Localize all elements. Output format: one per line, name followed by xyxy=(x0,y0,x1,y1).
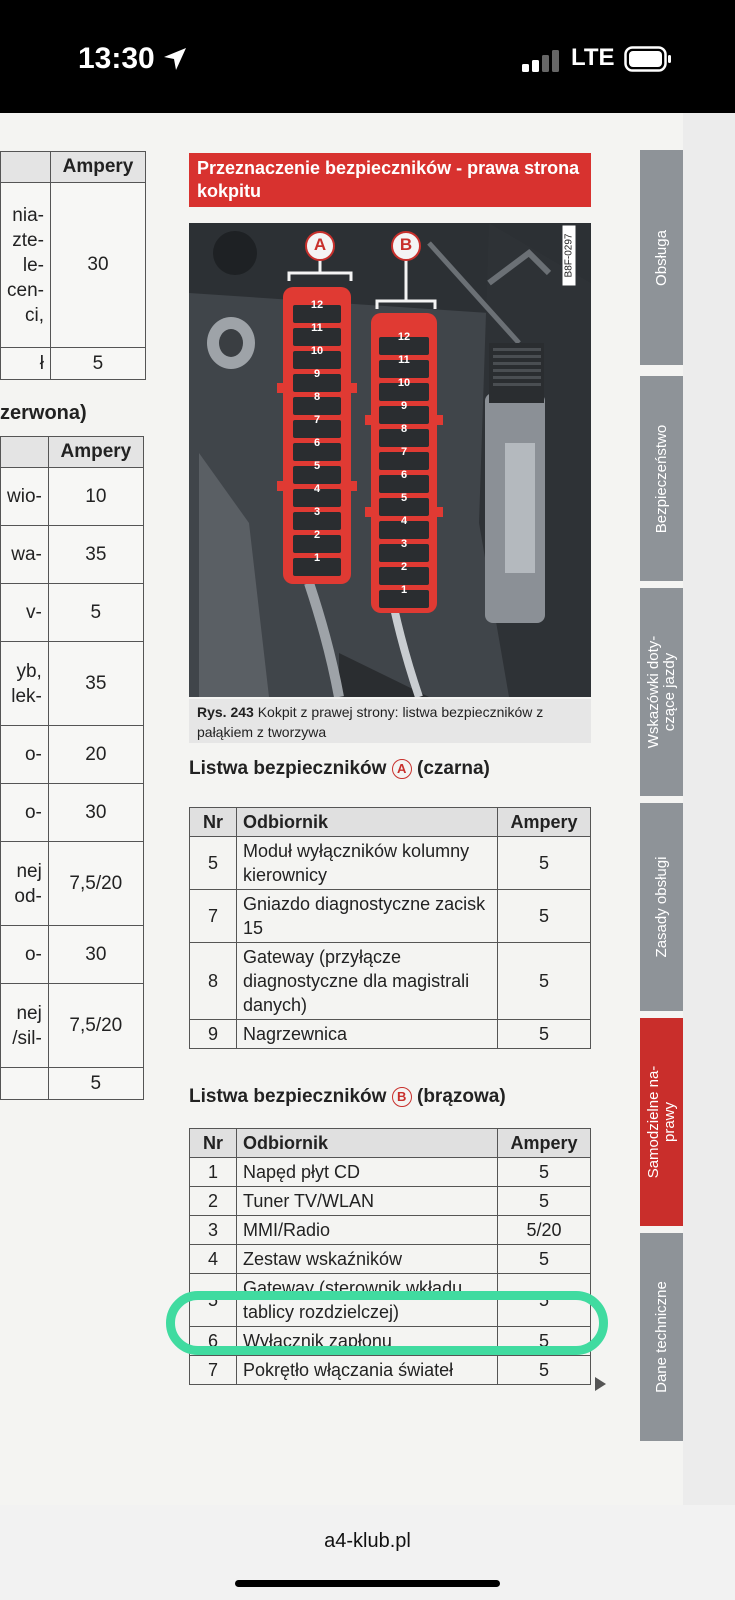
left-table-row xyxy=(1,183,146,348)
fuse-cell-receiver: Tuner TV/WLAN xyxy=(237,1187,498,1216)
left-table-line: od- xyxy=(14,885,42,907)
left-table-amp: 35 xyxy=(48,526,143,584)
fuse-cell-nr: 1 xyxy=(190,1158,237,1187)
url-text[interactable]: a4-klub.pl xyxy=(324,1530,411,1552)
left-table-amp: 20 xyxy=(48,726,143,784)
fuse-table-row xyxy=(190,1216,591,1245)
fuse-cell-receiver: Gateway (sterownik wkładu tablicy rozdzielczej) xyxy=(237,1274,498,1327)
left-table-amp: 10 xyxy=(48,468,143,526)
fuse-slot-number: 1 xyxy=(313,552,321,564)
left-table-cell-text xyxy=(1,642,49,726)
left-table-cell-text xyxy=(1,726,49,784)
left-table-cell-text xyxy=(1,842,49,926)
section-title: Przeznaczenie bezpieczników - prawa strona kokpitu xyxy=(189,153,591,207)
fuse-cell-nr: 6 xyxy=(190,1327,237,1356)
strip-b-title-suffix: (brązowa) xyxy=(417,1086,506,1107)
fuse-box-photo xyxy=(189,223,591,697)
header-amp: Ampery xyxy=(498,808,591,837)
left-partial-table-2 xyxy=(0,436,144,1100)
fuse-cell-receiver: Nagrzewnica xyxy=(237,1020,498,1049)
left-table-row xyxy=(1,526,144,584)
left-table-line: le- xyxy=(22,254,44,276)
left-table-line: nej xyxy=(16,1002,42,1024)
left-table-line: o- xyxy=(24,944,42,965)
left-table-row xyxy=(1,584,144,642)
fuse-cell-nr: 5 xyxy=(190,1274,237,1327)
left-table-line: nej xyxy=(16,860,42,882)
left-table-row xyxy=(1,926,144,984)
left-table-cell-text xyxy=(1,984,49,1068)
left-table-line: wa- xyxy=(11,544,42,565)
left-table-row xyxy=(1,348,146,380)
side-tab-label: Wskazówki doty- czące jazdy xyxy=(644,635,678,749)
fuse-cell-amp: 5 xyxy=(498,837,591,890)
fuse-slot-number: 4 xyxy=(400,515,408,527)
left-table-cell xyxy=(1,437,49,468)
left-table-line: ł xyxy=(39,353,44,374)
fuse-cell-nr: 7 xyxy=(190,1356,237,1385)
figure-label-b: B xyxy=(399,235,413,254)
fuse-slot-number: 7 xyxy=(313,414,321,426)
side-tab[interactable] xyxy=(640,150,683,365)
side-tab-label: Bezpieczeństwo xyxy=(652,424,670,533)
browser-bottom-bar xyxy=(0,1505,735,1600)
left-table-cell-text xyxy=(1,183,51,348)
left-table-cell-text xyxy=(1,926,49,984)
fuse-cell-receiver: MMI/Radio xyxy=(237,1216,498,1245)
location-arrow-icon xyxy=(162,46,188,72)
side-tab-label: Zasady obsługi xyxy=(652,856,670,958)
left-table-header-amp: Ampery xyxy=(48,437,143,468)
header-amp: Ampery xyxy=(498,1129,591,1158)
left-table-row xyxy=(1,984,144,1068)
left-table-line: wio- xyxy=(7,486,42,507)
left-table-cell-text xyxy=(1,584,49,642)
left-table-amp: 35 xyxy=(48,642,143,726)
left-table-amp: 5 xyxy=(48,1068,143,1100)
left-table-amp: 30 xyxy=(48,926,143,984)
fuse-cell-nr: 5 xyxy=(190,837,237,890)
cellular-signal-icon xyxy=(522,50,562,72)
fuse-cell-receiver: Gateway (przyłącze diagnostyczne dla magistrali danych) xyxy=(237,943,498,1020)
left-table-row xyxy=(1,842,144,926)
fuse-cell-receiver: Gniazdo diagnostyczne zacisk 15 xyxy=(237,890,498,943)
left-table-line: /sil- xyxy=(12,1027,42,1049)
fuse-slot-number: 11 xyxy=(398,354,410,366)
left-table-line: zte- xyxy=(12,229,44,251)
strip-a-letter: A xyxy=(392,759,412,779)
left-partial-table-1 xyxy=(0,151,146,380)
side-tab[interactable] xyxy=(640,1233,683,1441)
fuse-cell-nr: 3 xyxy=(190,1216,237,1245)
green-highlight-annotation xyxy=(166,1291,608,1355)
strip-a-title-suffix: (czarna) xyxy=(417,758,490,779)
home-indicator[interactable] xyxy=(235,1580,500,1587)
battery-icon xyxy=(624,46,672,72)
left-table-row xyxy=(1,468,144,526)
side-tab[interactable] xyxy=(640,803,683,1011)
left-table-row xyxy=(1,1068,144,1100)
left-table-line: ci, xyxy=(24,304,44,326)
side-tab-label: Samodzielne na- prawy xyxy=(644,1065,678,1179)
fuse-table-row xyxy=(190,1187,591,1216)
left-table-line: o- xyxy=(24,802,42,823)
figure-label-a: A xyxy=(313,235,327,254)
fuse-table-row xyxy=(190,1245,591,1274)
left-table-row xyxy=(1,784,144,842)
fuse-cell-receiver: Pokrętło włączania świateł xyxy=(237,1356,498,1385)
side-tab-label: Obsługa xyxy=(652,229,670,286)
network-type: LTE xyxy=(571,44,615,71)
caption-text: Kokpit z prawej strony: listwa bezpieczników z pałąkiem z tworzywa xyxy=(197,704,544,740)
fuse-slot-number: 2 xyxy=(400,561,408,573)
fuse-slot-number: 4 xyxy=(313,483,321,495)
left-table-cell-text xyxy=(1,526,49,584)
fuse-slot-number: 10 xyxy=(310,345,324,357)
strip-b-letter: B xyxy=(392,1087,412,1107)
status-time: 13:30 xyxy=(78,42,155,75)
fuse-cell-nr: 4 xyxy=(190,1245,237,1274)
fuse-cell-amp: 5 xyxy=(498,1020,591,1049)
fuse-cell-nr: 8 xyxy=(190,943,237,1020)
fuse-slot-number: 12 xyxy=(310,299,324,311)
fuse-cell-amp: 5 xyxy=(498,1158,591,1187)
next-page-arrow-icon xyxy=(595,1377,606,1391)
strip-a-title xyxy=(189,758,490,780)
left-table-amp: 30 xyxy=(50,183,145,348)
fuse-table-row xyxy=(190,1020,591,1049)
strip-b-title xyxy=(189,1086,506,1108)
left-table-amp: 7,5/20 xyxy=(48,842,143,926)
fuse-cell-amp: 5 xyxy=(498,1327,591,1356)
manual-page[interactable] xyxy=(0,113,735,1505)
left-table-line: lek- xyxy=(11,685,42,707)
left-table-header-amp: Ampery xyxy=(50,152,145,183)
fuse-slot-number: 8 xyxy=(313,391,321,403)
fuse-table-row xyxy=(190,837,591,890)
fuse-cell-receiver: Wyłącznik zapłonu xyxy=(237,1327,498,1356)
left-table-line: o- xyxy=(24,744,42,765)
fuse-slot-number: 2 xyxy=(313,529,321,541)
left-table-line: v- xyxy=(26,602,42,623)
caption-figure-number: Rys. 243 xyxy=(197,704,254,720)
fuse-table-row xyxy=(190,1356,591,1385)
left-table-amp: 7,5/20 xyxy=(48,984,143,1068)
left-table-amp: 5 xyxy=(48,584,143,642)
fuse-box-illustration xyxy=(189,223,591,697)
fuse-slot-number: 6 xyxy=(313,437,321,449)
header-receiver: Odbiornik xyxy=(237,808,498,837)
fuse-cell-amp: 5 xyxy=(498,1245,591,1274)
left-table-row xyxy=(1,642,144,726)
side-tab-label: Dane techniczne xyxy=(652,1281,670,1393)
fuse-table-row xyxy=(190,1158,591,1187)
fuse-slot-number: 7 xyxy=(400,446,408,458)
fuse-cell-amp: 5 xyxy=(498,1187,591,1216)
fuse-cell-amp: 5 xyxy=(498,890,591,943)
side-tab[interactable] xyxy=(640,1018,683,1226)
fuse-slot-number: 8 xyxy=(400,423,408,435)
header-nr: Nr xyxy=(190,808,237,837)
left-table-line: cen- xyxy=(7,279,44,301)
fuse-cell-nr: 2 xyxy=(190,1187,237,1216)
left-table-cell-text xyxy=(1,784,49,842)
fuse-cell-nr: 9 xyxy=(190,1020,237,1049)
fuse-slot-number: 9 xyxy=(313,368,321,380)
fuse-slot-number: 9 xyxy=(400,400,408,412)
fuse-cell-amp: 5 xyxy=(498,1274,591,1327)
side-tab[interactable] xyxy=(640,376,683,581)
fuse-slot-number: 3 xyxy=(313,506,321,518)
fuse-cell-nr: 7 xyxy=(190,890,237,943)
left-section-heading: zerwona) xyxy=(0,402,87,424)
left-table-cell xyxy=(1,152,51,183)
left-table-amp: 5 xyxy=(50,348,145,380)
left-table-cell-text xyxy=(1,468,49,526)
left-table-cell-text xyxy=(1,348,51,380)
header-nr: Nr xyxy=(190,1129,237,1158)
fuse-table-a xyxy=(189,807,591,1049)
fuse-cell-amp: 5 xyxy=(498,943,591,1020)
fuse-slot-number: 3 xyxy=(400,538,408,550)
fuse-slot-number: 6 xyxy=(400,469,408,481)
fuse-slot-number: 10 xyxy=(397,377,411,389)
left-table-row xyxy=(1,726,144,784)
left-table-amp: 30 xyxy=(48,784,143,842)
left-table-line: nia- xyxy=(12,204,44,226)
fuse-cell-amp: 5 xyxy=(498,1356,591,1385)
status-bar xyxy=(0,0,735,113)
fuse-cell-amp: 5/20 xyxy=(498,1216,591,1245)
fuse-slot-number: 5 xyxy=(400,492,408,504)
fuse-slot-number: 1 xyxy=(400,584,408,596)
figure-caption xyxy=(189,699,591,743)
fuse-cell-receiver: Zestaw wskaźników xyxy=(237,1245,498,1274)
figure-code: B8F-0297 xyxy=(563,226,576,286)
fuse-table-row xyxy=(190,890,591,943)
left-table-cell-text xyxy=(1,1068,49,1100)
side-tab[interactable] xyxy=(640,588,683,796)
fuse-slot-number: 5 xyxy=(313,460,321,472)
fuse-cell-receiver: Napęd płyt CD xyxy=(237,1158,498,1187)
fuse-cell-receiver: Moduł wyłączników kolumny kierownicy xyxy=(237,837,498,890)
fuse-slot-number: 11 xyxy=(311,322,323,334)
fuse-table-row xyxy=(190,943,591,1020)
fuse-slot-number: 12 xyxy=(397,331,411,343)
strip-a-title-prefix: Listwa bezpieczników xyxy=(189,758,387,779)
left-table-line: yb, xyxy=(16,660,42,682)
strip-b-title-prefix: Listwa bezpieczników xyxy=(189,1086,387,1107)
header-receiver: Odbiornik xyxy=(237,1129,498,1158)
